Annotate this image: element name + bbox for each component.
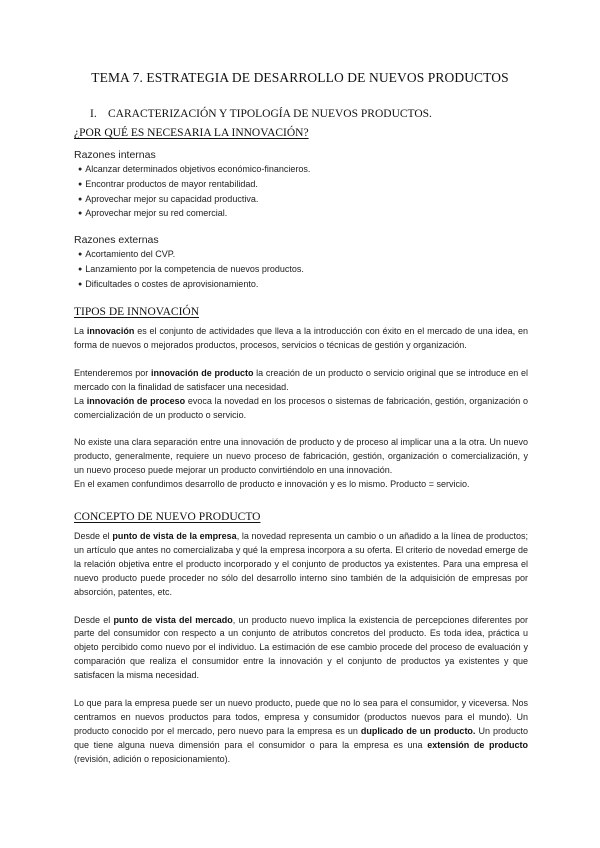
question-heading: ¿POR QUÉ ES NECESARIA LA INNOVACIÓN? [74,127,309,139]
paragraph-vista-mercado: Desde el punto de vista del mercado, un producto nuevo implica la existencia de percepciones diferentes por parte del consumidor con respecto a un conjunto de atributos concretos del producto. Es toda idea, práctica u objeto percibido como nuevo por el individuo. La estimación de ese cambio procede del proceso de evaluación y comparación que realiza el consumidor entre la innovación y el conjunto de productos ya existentes y que satisfacen la misma necesidad. [74,614,528,681]
internal-reasons-list [74,163,528,222]
tipos-heading: TIPOS DE INNOVACIÓN [74,306,200,318]
document-title: TEMA 7. ESTRATEGIA DE DESARROLLO DE NUEVOS PRODUCTOS [91,70,509,85]
list-item: ● Aprovechar mejor su capacidad productiva. [78,193,259,204]
internal-reasons-heading: Razones internas [74,149,156,161]
section-number: I. [90,108,97,120]
tipos-section [74,325,528,492]
paragraph-separacion: No existe una clara separación entre una innovación de producto y de proceso al implicar una a la otra. Un nuevo producto, generalmente, requiere un nuevo proceso de fabricación, gestión, organización o comercialización, y un nuevo proceso puede mejorar un producto convirtiéndolo en una innovación. [74,437,528,476]
concepto-section [74,530,528,767]
list-item: ● Lanzamiento por la competencia de nuevos productos. [78,263,304,274]
paragraph-innovacion-producto: Entenderemos por innovación de producto la creación de un producto o servicio original que se introduce en el mercado con la finalidad de satisfacer una necesidad. [74,367,528,392]
concepto-heading: CONCEPTO DE NUEVO PRODUCTO [74,511,261,523]
list-item: ● Acortamiento del CVP. [78,249,176,259]
paragraph-vista-empresa: Desde el punto de vista de la empresa, la novedad representa un cambio o un añadido a la línea de productos; un artículo que antes no comercializaba y qué la empresa incorpora a su oferta. El criterio de novedad emerge de la relación objetiva entre el producto incorporado y el conjunto de productos ya existentes. Para una empresa el nuevo producto puede proceder no sólo del desarrollo interno sino también de la adquisición de empresas por absorción, patentes, etc. [74,531,528,597]
section-title: CARACTERIZACIÓN Y TIPOLOGÍA DE NUEVOS PRODUCTOS. [108,108,432,120]
external-reasons-heading: Razones externas [74,234,159,246]
list-item: ● Alcanzar determinados objetivos económico-financieros. [78,164,311,174]
paragraph-nuevo-producto: Lo que para la empresa puede ser un nuevo producto, puede que no lo sea para el consumidor, y viceversa. Nos centramos en nuevos productos para todos, empresa y consumidor (productos nuevos para el mundo). Un producto conocido por el mercado, pero nuevo para la empresa es un duplicado de un producto. Un producto que tiene alguna nueva dimensión para el consumidor o para la empresa es una extensión de producto (revisión, adición o reposicionamiento). [74,698,529,764]
list-item: ● Encontrar productos de mayor rentabilidad. [78,178,258,189]
section-heading-1 [90,108,432,120]
paragraph-examen: En el examen confundimos desarrollo de producto e innovación y es lo mismo. Producto = servicio. [74,479,470,490]
paragraph-innovacion: La innovación es el conjunto de actividades que lleva a la introducción con éxito en el mercado de una idea, en forma de nuevos o mejorados productos, procesos, servicios o técnicas de gestión y organización. [74,326,528,350]
external-reasons-list [74,248,528,292]
list-item: ● Dificultades o costes de aprovisionamiento. [78,278,259,289]
paragraph-innovacion-proceso: La innovación de proceso evoca la novedad en los procesos o sistemas de fabricación, gestión, organización o comercialización de un producto o servicio. [74,395,528,420]
list-item: ● Aprovechar mejor su red comercial. [78,208,228,219]
